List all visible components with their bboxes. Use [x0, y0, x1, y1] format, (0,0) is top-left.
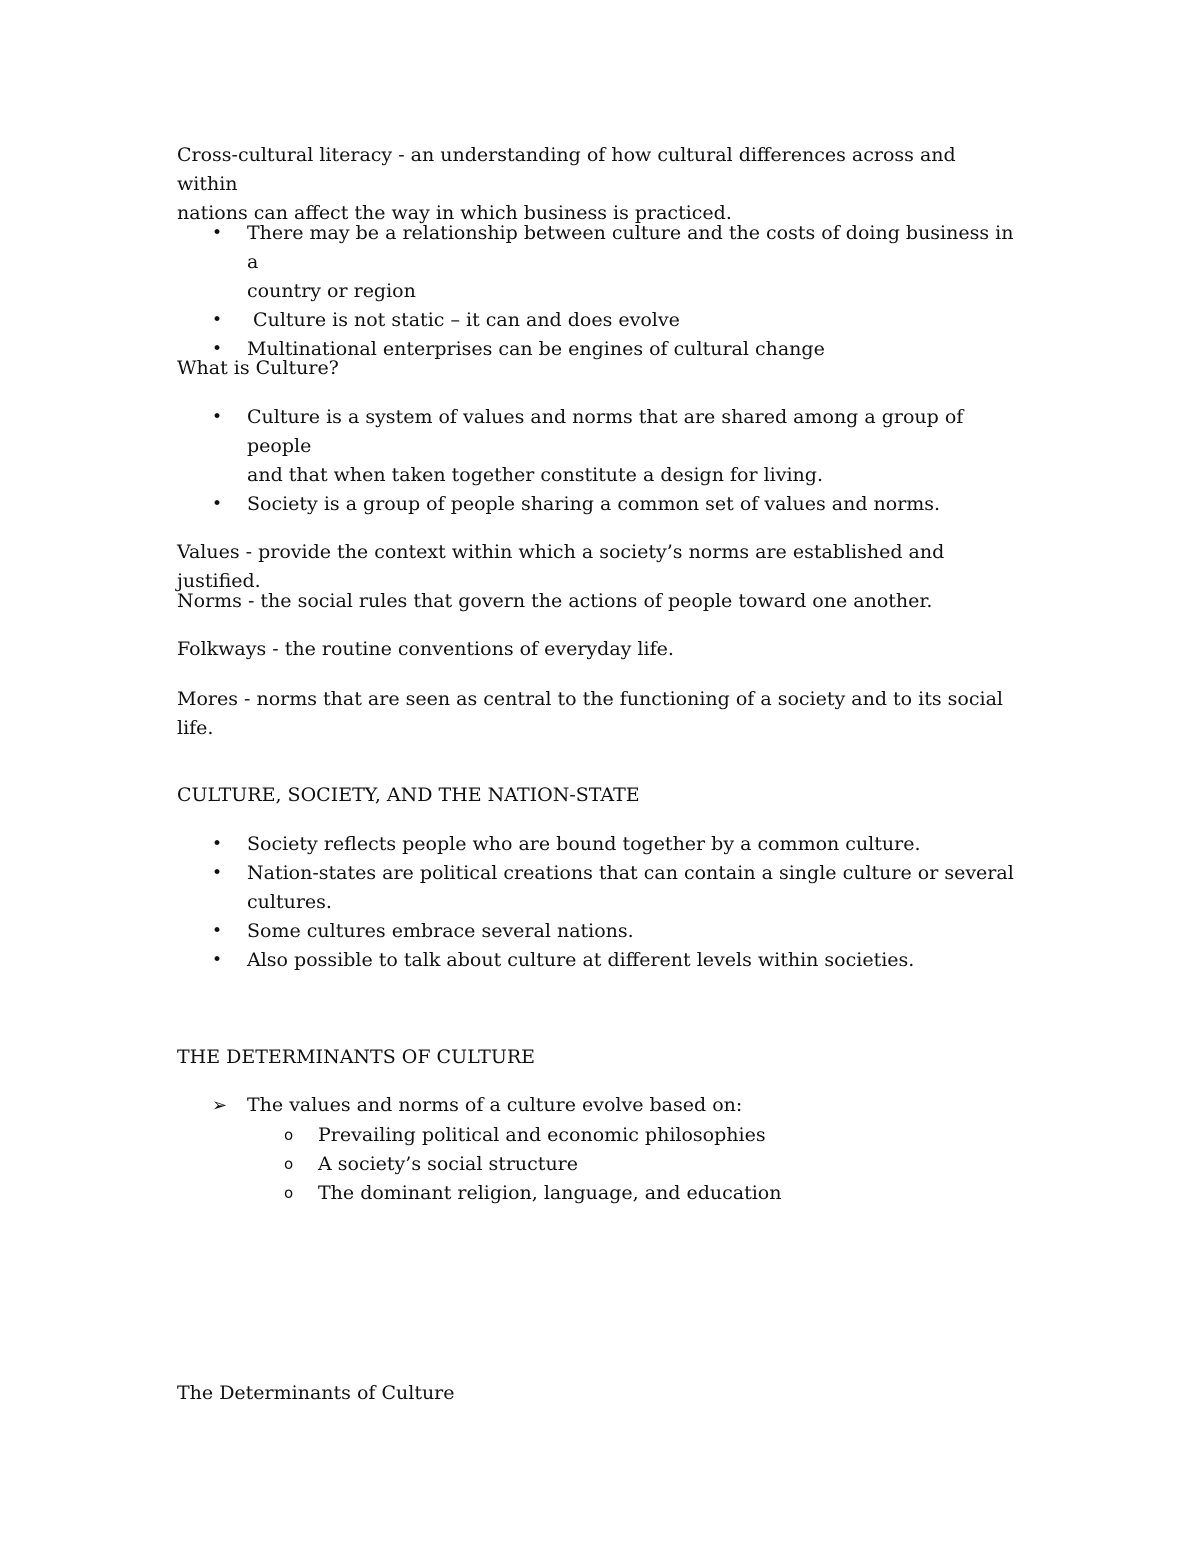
footer-heading: The Determinants of Culture: [177, 1382, 455, 1404]
list-item-text: Society is a group of people sharing a common set of values and norms.: [247, 493, 941, 515]
bullet-icon: •: [212, 863, 223, 883]
list-item: [177, 917, 1017, 946]
determinants-list: [177, 1091, 1017, 1120]
list-item: [177, 1150, 1017, 1179]
circle-bullet-icon: o: [284, 1184, 294, 1202]
culture-bullet-list: [177, 403, 1017, 519]
list-item-text: Multinational enterprises can be engines of cultural change: [247, 338, 825, 360]
bullet-icon: •: [212, 339, 223, 359]
bullet-icon: •: [212, 494, 223, 514]
list-item-text: Nation-states are political creations that can contain a single culture or several: [247, 862, 1014, 884]
definition-folkways: Folkways - the routine conventions of everyday life.: [177, 638, 674, 660]
bullet-icon: •: [212, 407, 223, 427]
list-item-text: country or region: [247, 280, 416, 302]
list-item-text: and that when taken together constitute a design for living.: [247, 464, 823, 486]
list-item: [177, 1121, 1017, 1150]
list-item: [177, 1179, 1017, 1208]
list-item-text: Some cultures embrace several nations.: [247, 920, 634, 942]
definition-values: Values - provide the context within which a society’s norms are established and justified.: [177, 541, 945, 592]
list-item-text: A society’s social structure: [318, 1153, 579, 1175]
list-item: [177, 403, 1017, 490]
list-item: [177, 306, 1017, 335]
arrow-bullet-icon: ➢: [212, 1095, 228, 1116]
nation-state-bullet-list: [177, 830, 1017, 975]
list-item: [177, 219, 1017, 306]
list-item: [177, 859, 1017, 917]
list-item-text: There may be a relationship between culture and the costs of doing business in a: [247, 222, 1014, 273]
list-item-text: The dominant religion, language, and education: [318, 1182, 782, 1204]
definition-norms: Norms - the social rules that govern the actions of people toward one another.: [177, 590, 933, 612]
circle-bullet-icon: o: [284, 1126, 294, 1144]
bullet-icon: •: [212, 310, 223, 330]
bullet-icon: •: [212, 921, 223, 941]
list-item: [177, 830, 1017, 859]
intro-bullet-list: [177, 219, 1017, 364]
intro-line-1: Cross-cultural literacy - an understanding of how cultural differences across and within: [177, 144, 956, 195]
list-item-text: Culture is not static – it can and does evolve: [247, 309, 680, 331]
circle-bullet-icon: o: [284, 1155, 294, 1173]
definition-mores: Mores - norms that are seen as central to the functioning of a society and to its social life.: [177, 688, 1003, 739]
intro-paragraph: [177, 141, 1017, 228]
section-heading-nation-state: CULTURE, SOCIETY, AND THE NATION-STATE: [177, 784, 640, 806]
list-item-text: Society reflects people who are bound together by a common culture.: [247, 833, 921, 855]
bullet-icon: •: [212, 834, 223, 854]
bullet-icon: •: [212, 223, 223, 243]
list-item-text: Culture is a system of values and norms that are shared among a group of people: [247, 406, 964, 457]
list-item: [177, 490, 1017, 519]
list-item-text: Prevailing political and economic philosophies: [318, 1124, 766, 1146]
intro-line-2: nations can affect the way in which business is practiced.: [177, 202, 732, 224]
list-item-text: cultures.: [247, 891, 332, 913]
list-item-text: Also possible to talk about culture at different levels within societies.: [247, 949, 915, 971]
determinants-sublist: [177, 1121, 1017, 1208]
bullet-icon: •: [212, 950, 223, 970]
list-item: [177, 946, 1017, 975]
section-heading-what-is-culture: What is Culture?: [177, 357, 339, 379]
section-heading-determinants: THE DETERMINANTS OF CULTURE: [177, 1046, 536, 1068]
list-item-text: The values and norms of a culture evolve based on:: [247, 1094, 743, 1116]
list-item: [177, 1091, 1017, 1120]
